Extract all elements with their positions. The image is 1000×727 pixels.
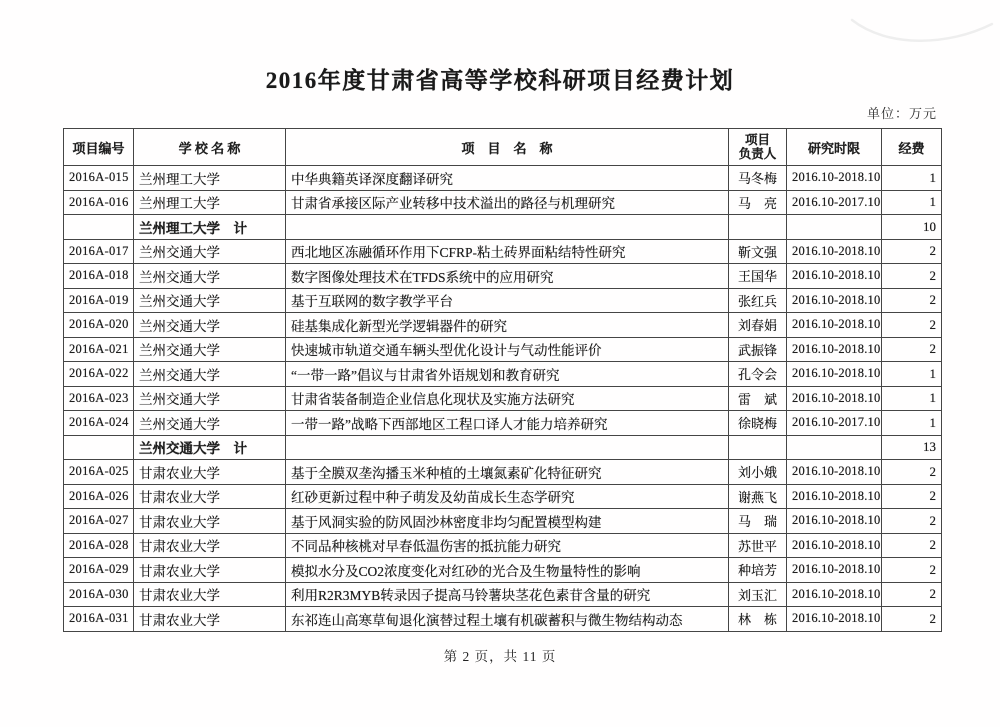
fund-amount-cell: 1	[882, 411, 942, 436]
school-name-cell: 甘肃农业大学	[134, 509, 286, 534]
research-period-cell: 2016.10-2018.10	[787, 607, 882, 632]
table-header	[64, 129, 942, 166]
research-period-cell: 2016.10-2018.10	[787, 533, 882, 558]
table-row	[64, 337, 942, 362]
table-row	[64, 558, 942, 583]
col-header-fund: 经费	[882, 129, 942, 166]
project-name-cell: 甘肃省装备制造企业信息化现状及实施方法研究	[286, 386, 729, 411]
page-title: 2016年度甘肃省高等学校科研项目经费计划	[265, 68, 735, 93]
fund-amount-cell: 2	[882, 337, 942, 362]
research-period-cell: 2016.10-2018.10	[787, 239, 882, 264]
project-name-cell: 数字图像处理技术在TFDS系统中的应用研究	[286, 264, 729, 289]
school-name-cell: 甘肃农业大学	[134, 484, 286, 509]
school-name-cell: 甘肃农业大学	[134, 460, 286, 485]
research-period-cell: 2016.10-2017.10	[787, 411, 882, 436]
research-period-cell: 2016.10-2018.10	[787, 484, 882, 509]
project-id-cell: 2016A-017	[64, 239, 134, 264]
col-header-leader-line1: 项目	[744, 133, 770, 147]
research-period-cell: 2016.10-2018.10	[787, 582, 882, 607]
research-period-cell: 2016.10-2018.10	[787, 386, 882, 411]
project-id-cell: 2016A-026	[64, 484, 134, 509]
research-period-cell: 2016.10-2018.10	[787, 509, 882, 534]
school-name-cell: 兰州交通大学	[134, 264, 286, 289]
school-name-cell: 甘肃农业大学	[134, 533, 286, 558]
project-id-cell: 2016A-028	[64, 533, 134, 558]
school-name-cell: 兰州交通大学 计	[134, 435, 286, 460]
fund-amount-cell: 2	[882, 239, 942, 264]
project-leader-cell: 武振锋	[729, 337, 787, 362]
project-name-cell: 甘肃省承接区际产业转移中技术溢出的路径与机理研究	[286, 190, 729, 215]
school-name-cell: 兰州交通大学	[134, 239, 286, 264]
fund-amount-cell: 1	[882, 386, 942, 411]
project-leader-cell: 靳文强	[729, 239, 787, 264]
table-row	[64, 166, 942, 191]
project-name-cell: 基于全膜双垄沟播玉米种植的土壤氮素矿化特征研究	[286, 460, 729, 485]
project-leader-cell: 马 亮	[729, 190, 787, 215]
col-header-project-name: 项 目 名 称	[286, 129, 729, 166]
school-name-cell: 甘肃农业大学	[134, 607, 286, 632]
table-row	[64, 435, 942, 460]
col-header-period: 研究时限	[787, 129, 882, 166]
page-number: 第 2 页，共 11 页	[443, 649, 557, 664]
school-name-cell: 兰州交通大学	[134, 362, 286, 387]
table-row	[64, 215, 942, 240]
project-name-cell: 硅基集成化新型光学逻辑器件的研究	[286, 313, 729, 338]
project-name-cell: “一带一路”倡议与甘肃省外语规划和教育研究	[286, 362, 729, 387]
school-name-cell: 兰州交通大学	[134, 288, 286, 313]
project-name-cell: 快速城市轨道交通车辆头型优化设计与气动性能评价	[286, 337, 729, 362]
research-period-cell: 2016.10-2018.10	[787, 337, 882, 362]
unit-note: 单位：万元	[866, 106, 937, 121]
project-leader-cell: 孔令会	[729, 362, 787, 387]
research-period-cell: 2016.10-2018.10	[787, 166, 882, 191]
research-period-cell: 2016.10-2018.10	[787, 460, 882, 485]
project-leader-cell: 刘春娟	[729, 313, 787, 338]
project-id-cell: 2016A-027	[64, 509, 134, 534]
project-id-cell: 2016A-031	[64, 607, 134, 632]
project-name-cell: 模拟水分及CO2浓度变化对红砂的光合及生物量特性的影响	[286, 558, 729, 583]
table-row	[64, 607, 942, 632]
project-leader-cell: 林 栋	[729, 607, 787, 632]
scan-artifact	[846, 8, 996, 53]
table-row	[64, 288, 942, 313]
school-name-cell: 兰州交通大学	[134, 313, 286, 338]
table-row	[64, 484, 942, 509]
school-name-cell: 兰州理工大学	[134, 166, 286, 191]
table-row	[64, 533, 942, 558]
project-name-cell: 基于风洞实验的防风固沙林密度非均匀配置模型构建	[286, 509, 729, 534]
project-name-cell	[286, 215, 729, 240]
school-name-cell: 甘肃农业大学	[134, 558, 286, 583]
project-id-cell: 2016A-024	[64, 411, 134, 436]
project-id-cell: 2016A-015	[64, 166, 134, 191]
project-id-cell: 2016A-030	[64, 582, 134, 607]
project-name-cell: 东祁连山高寒草甸退化演替过程土壤有机碳蓄积与微生物结构动态	[286, 607, 729, 632]
projects-table	[63, 128, 942, 632]
school-name-cell: 兰州交通大学	[134, 386, 286, 411]
project-id-cell: 2016A-023	[64, 386, 134, 411]
fund-amount-cell: 13	[882, 435, 942, 460]
table-row	[64, 411, 942, 436]
table-row	[64, 460, 942, 485]
col-header-leader-line2: 负责人	[738, 147, 777, 161]
research-period-cell: 2016.10-2018.10	[787, 264, 882, 289]
col-header-school: 学 校 名 称	[134, 129, 286, 166]
school-name-cell: 甘肃农业大学	[134, 582, 286, 607]
fund-amount-cell: 2	[882, 607, 942, 632]
project-leader-cell: 马冬梅	[729, 166, 787, 191]
fund-amount-cell: 2	[882, 484, 942, 509]
project-id-cell: 2016A-022	[64, 362, 134, 387]
school-name-cell: 兰州理工大学 计	[134, 215, 286, 240]
project-id-cell: 2016A-018	[64, 264, 134, 289]
research-period-cell: 2016.10-2018.10	[787, 558, 882, 583]
fund-amount-cell: 2	[882, 558, 942, 583]
table-row	[64, 190, 942, 215]
fund-amount-cell: 2	[882, 460, 942, 485]
col-header-leader	[729, 129, 787, 166]
fund-amount-cell: 1	[882, 362, 942, 387]
project-name-cell: 一带一路”战略下西部地区工程口译人才能力培养研究	[286, 411, 729, 436]
school-name-cell: 兰州交通大学	[134, 337, 286, 362]
project-leader-cell	[729, 435, 787, 460]
project-id-cell: 2016A-029	[64, 558, 134, 583]
fund-amount-cell: 2	[882, 264, 942, 289]
project-leader-cell: 张红兵	[729, 288, 787, 313]
project-id-cell: 2016A-021	[64, 337, 134, 362]
table-row	[64, 239, 942, 264]
table-row	[64, 386, 942, 411]
project-name-cell: 基于互联网的数字教学平台	[286, 288, 729, 313]
project-id-cell	[64, 215, 134, 240]
research-period-cell: 2016.10-2017.10	[787, 190, 882, 215]
school-name-cell: 兰州交通大学	[134, 411, 286, 436]
project-leader-cell: 谢燕飞	[729, 484, 787, 509]
project-id-cell: 2016A-025	[64, 460, 134, 485]
fund-amount-cell: 2	[882, 288, 942, 313]
fund-amount-cell: 10	[882, 215, 942, 240]
project-id-cell	[64, 435, 134, 460]
project-leader-cell	[729, 215, 787, 240]
project-name-cell: 西北地区冻融循环作用下CFRP-粘土砖界面粘结特性研究	[286, 239, 729, 264]
project-leader-cell: 马 瑞	[729, 509, 787, 534]
school-name-cell: 兰州理工大学	[134, 190, 286, 215]
project-leader-cell: 王国华	[729, 264, 787, 289]
project-name-cell	[286, 435, 729, 460]
fund-amount-cell: 2	[882, 582, 942, 607]
project-leader-cell: 苏世平	[729, 533, 787, 558]
project-name-cell: 中华典籍英译深度翻译研究	[286, 166, 729, 191]
table-row	[64, 264, 942, 289]
research-period-cell: 2016.10-2018.10	[787, 313, 882, 338]
fund-amount-cell: 2	[882, 509, 942, 534]
project-name-cell: 红砂更新过程中种子萌发及幼苗成长生态学研究	[286, 484, 729, 509]
project-id-cell: 2016A-019	[64, 288, 134, 313]
project-leader-cell: 刘小娥	[729, 460, 787, 485]
project-id-cell: 2016A-020	[64, 313, 134, 338]
table-row	[64, 313, 942, 338]
project-leader-cell: 雷 斌	[729, 386, 787, 411]
fund-amount-cell: 1	[882, 166, 942, 191]
table-body	[64, 166, 942, 632]
research-period-cell	[787, 435, 882, 460]
fund-amount-cell: 2	[882, 313, 942, 338]
project-id-cell: 2016A-016	[64, 190, 134, 215]
project-leader-cell: 徐晓梅	[729, 411, 787, 436]
table-row	[64, 582, 942, 607]
research-period-cell: 2016.10-2018.10	[787, 362, 882, 387]
fund-amount-cell: 2	[882, 533, 942, 558]
research-period-cell: 2016.10-2018.10	[787, 288, 882, 313]
project-name-cell: 不同品种核桃对早春低温伤害的抵抗能力研究	[286, 533, 729, 558]
project-leader-cell: 种培芳	[729, 558, 787, 583]
header-row	[64, 129, 942, 166]
table-row	[64, 509, 942, 534]
project-name-cell: 利用R2R3MYB转录因子提高马铃薯块茎花色素苷含量的研究	[286, 582, 729, 607]
fund-amount-cell: 1	[882, 190, 942, 215]
col-header-project-id: 项目编号	[64, 129, 134, 166]
table-row	[64, 362, 942, 387]
project-leader-cell: 刘玉汇	[729, 582, 787, 607]
research-period-cell	[787, 215, 882, 240]
